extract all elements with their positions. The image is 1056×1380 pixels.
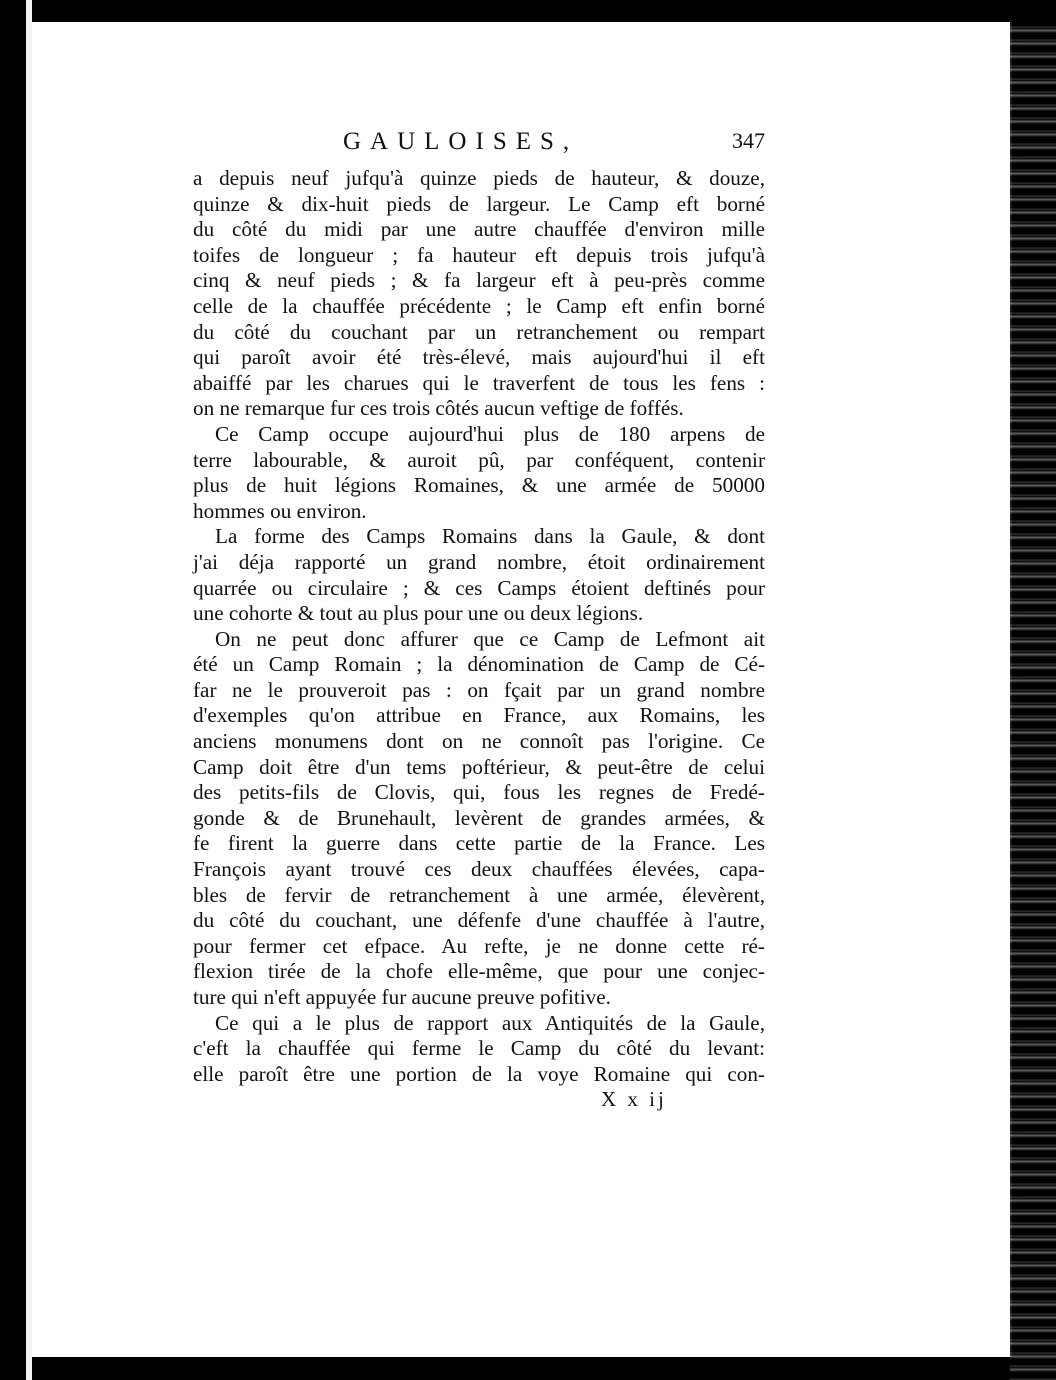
- text-line: François ayant trouvé ces deux chauffées élevées, capa-: [193, 857, 765, 882]
- text-line: ture qui n'eft appuyée fur aucune preuve pofitive.: [193, 985, 611, 1009]
- paragraph-2: [193, 422, 765, 524]
- text-line: c'eft la chauffée qui ferme le Camp du côté du levant:: [193, 1036, 765, 1061]
- text-line: fe firent la guerre dans cette partie de la France. Les: [193, 831, 765, 856]
- text-line: du côté du midi par une autre chauffée d'environ mille: [193, 217, 765, 242]
- body-text: [193, 166, 765, 1087]
- scan-right-edge: [1010, 20, 1056, 1380]
- text-line: celle de la chauffée précédente ; le Camp eft enfin borné: [193, 293, 765, 318]
- running-head: [193, 128, 765, 166]
- text-line: anciens monumens dont on ne connoît pas l'origine. Ce: [193, 729, 765, 754]
- text-line: j'ai déja rapporté un grand nombre, étoit ordinairement: [193, 549, 765, 574]
- text-line: gonde & de Brunehault, levèrent de grandes armées, &: [193, 805, 765, 830]
- text-line: Camp doit être d'un tems poftérieur, & peut-être de celui: [193, 754, 765, 779]
- text-line: cinq & neuf pieds ; & fa largeur eft à peu-près comme: [193, 268, 765, 293]
- text-line: On ne peut donc affurer que ce Camp de Lefmont ait: [215, 626, 765, 651]
- text-line: du côté du couchant par un retranchement ou rempart: [193, 319, 765, 344]
- running-title: GAULOISES,: [343, 128, 579, 155]
- text-line: flexion tirée de la chofe elle-même, que pour une conjec-: [193, 959, 765, 984]
- text-line: bles de fervir de retranchement à une armée, élevèrent,: [193, 882, 765, 907]
- text-line: elle paroît être une portion de la voye Romaine qui con-: [193, 1061, 765, 1086]
- text-line: Ce Camp occupe aujourd'hui plus de 180 arpens de: [215, 421, 765, 446]
- text-line: La forme des Camps Romains dans la Gaule, & dont: [215, 524, 765, 549]
- text-line: pour fermer cet efpace. Au refte, je ne donne cette ré-: [193, 933, 765, 958]
- paragraph-4: [193, 627, 765, 1011]
- text-line: toifes de longueur ; fa hauteur eft depuis trois jufqu'à: [193, 242, 765, 267]
- text-line: quarrée ou circulaire ; & ces Camps étoient deftinés pour: [193, 575, 765, 600]
- paragraph-1: [193, 166, 765, 422]
- text-line: des petits-fils de Clovis, qui, fous les regnes de Fredé-: [193, 780, 765, 805]
- page-number: 347: [732, 128, 765, 153]
- text-line: abaiffé par les charues qui le traverfent de tous les fens :: [193, 370, 765, 395]
- text-line: quinze & dix-huit pieds de largeur. Le Camp eft borné: [193, 191, 765, 216]
- paragraph-5: [193, 1011, 765, 1088]
- text-line: hommes ou environ.: [193, 498, 367, 523]
- text-line: qui paroît avoir été très-élevé, mais aujourd'hui il eft: [193, 345, 765, 370]
- text-line: été un Camp Romain ; la dénomination de Camp de Cé-: [193, 652, 765, 677]
- text-line: on ne remarque fur ces trois côtés aucun veftige de foffés.: [193, 396, 684, 421]
- text-line: plus de huit légions Romaines, & une armée de 50000: [193, 473, 765, 498]
- paragraph-3: [193, 524, 765, 626]
- text-line: a depuis neuf jufqu'à quinze pieds de hauteur, & douze,: [193, 166, 765, 190]
- signature-mark: [193, 1087, 765, 1113]
- text-line: du côté du couchant, une défenfe d'une chauffée à l'autre,: [193, 908, 765, 933]
- text-line: terre labourable, & auroit pû, par conféquent, contenir: [193, 447, 765, 472]
- text-line: d'exemples qu'on attribue en France, aux Romains, les: [193, 703, 765, 728]
- text-line: far ne le prouveroit pas : on fçait par un grand nombre: [193, 677, 765, 702]
- signature-text: X x ij: [601, 1087, 667, 1112]
- page-text-block: [193, 128, 765, 1113]
- text-line: une cohorte & tout au plus pour une ou deux légions.: [193, 601, 644, 626]
- text-line: Ce qui a le plus de rapport aux Antiquités de la Gaule,: [215, 1010, 765, 1035]
